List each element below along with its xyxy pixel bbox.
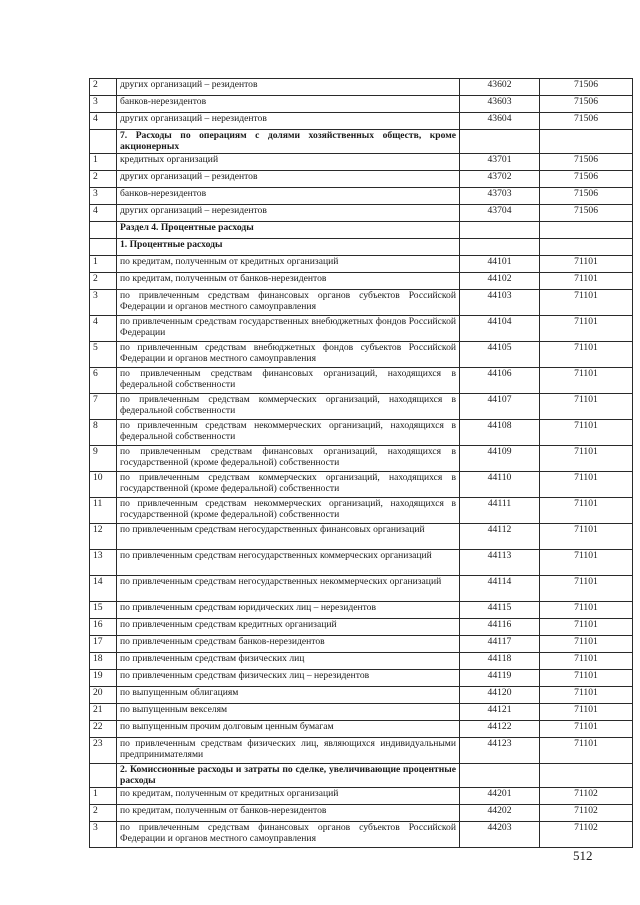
account-code: 44119 [460,670,540,687]
table-row [90,273,633,290]
symbol-code: 71101 [540,256,633,273]
account-code [460,764,540,788]
table-row [90,472,633,498]
row-description: по выпущенным прочим долговым ценным бумагам [117,721,460,738]
table-row [90,687,633,704]
symbol-code: 71101 [540,472,633,498]
table-row [90,822,633,848]
symbol-code: 71101 [540,342,633,368]
symbol-code [540,764,633,788]
row-number: 9 [90,446,117,472]
account-code: 44201 [460,788,540,805]
row-number: 18 [90,653,117,670]
account-code: 44103 [460,290,540,316]
row-description: по привлеченным средствам некоммерческих организаций, находящихся в федеральной собственности [117,420,460,446]
symbol-code: 71101 [540,576,633,602]
symbol-code: 71101 [540,290,633,316]
table-row [90,96,633,113]
account-code: 44115 [460,602,540,619]
table-row [90,290,633,316]
symbol-code: 71101 [540,721,633,738]
table-row [90,619,633,636]
symbol-code: 71506 [540,171,633,188]
table-row [90,256,633,273]
row-number: 6 [90,368,117,394]
row-description: других организаций – резидентов [117,171,460,188]
account-code: 43702 [460,171,540,188]
section-header-row [90,222,633,239]
symbol-code: 71101 [540,368,633,394]
symbol-code: 71101 [540,273,633,290]
account-code: 44113 [460,550,540,576]
row-description: кредитных организаций [117,154,460,171]
table-row [90,576,633,602]
row-number: 3 [90,188,117,205]
row-number: 13 [90,550,117,576]
row-description: по привлеченным средствам коммерческих организаций, находящихся в федеральной собственности [117,394,460,420]
symbol-code: 71102 [540,822,633,848]
symbol-code: 71101 [540,687,633,704]
symbol-code: 71101 [540,636,633,653]
symbol-code: 71102 [540,788,633,805]
row-description: по привлеченным средствам негосударственных финансовых организаций [117,524,460,550]
row-description: других организаций – нерезидентов [117,205,460,222]
table-row [90,550,633,576]
table-row [90,721,633,738]
account-code: 44120 [460,687,540,704]
account-code: 44123 [460,738,540,764]
symbol-code: 71506 [540,205,633,222]
account-code [460,239,540,256]
symbol-code: 71101 [540,738,633,764]
row-description: по привлеченным средствам юридических лиц – нерезидентов [117,602,460,619]
row-number: 2 [90,805,117,822]
account-code: 44117 [460,636,540,653]
account-code [460,130,540,154]
symbol-code [540,222,633,239]
symbol-code: 71506 [540,96,633,113]
symbol-code: 71101 [540,498,633,524]
row-number [90,222,117,239]
account-code: 44109 [460,446,540,472]
symbol-code: 71101 [540,653,633,670]
table-row [90,704,633,721]
row-description: по привлеченным средствам кредитных организаций [117,619,460,636]
table-row [90,205,633,222]
symbol-code: 71506 [540,113,633,130]
symbol-code: 71506 [540,188,633,205]
symbol-code: 71101 [540,524,633,550]
row-description: 1. Процентные расходы [117,239,460,256]
symbol-code: 71506 [540,154,633,171]
row-description: по кредитам, полученным от кредитных организаций [117,788,460,805]
row-number: 3 [90,290,117,316]
row-number [90,239,117,256]
row-number: 14 [90,576,117,602]
row-number: 10 [90,472,117,498]
row-description: по выпущенным облигациям [117,687,460,704]
symbol-code: 71101 [540,394,633,420]
row-number: 1 [90,154,117,171]
row-description: по привлеченным средствам финансовых органов субъектов Российской Федерации и органов местного самоуправления [117,290,460,316]
table-row [90,113,633,130]
row-number: 3 [90,96,117,113]
account-code: 44122 [460,721,540,738]
symbol-code [540,130,633,154]
table-row [90,805,633,822]
row-description: по привлеченным средствам финансовых организаций, находящихся в федеральной собственности [117,368,460,394]
row-number: 3 [90,822,117,848]
row-number: 21 [90,704,117,721]
account-code: 44111 [460,498,540,524]
table-row [90,636,633,653]
row-number: 8 [90,420,117,446]
row-number: 5 [90,342,117,368]
row-description: других организаций – нерезидентов [117,113,460,130]
row-number: 4 [90,113,117,130]
symbol-code: 71101 [540,316,633,342]
account-code: 43701 [460,154,540,171]
row-number: 2 [90,171,117,188]
row-number: 16 [90,619,117,636]
page-number: 512 [573,848,593,863]
row-number: 2 [90,79,117,96]
symbol-code: 71506 [540,79,633,96]
account-code [460,222,540,239]
row-number: 22 [90,721,117,738]
table-row [90,79,633,96]
row-number [90,764,117,788]
row-description: по привлеченным средствам финансовых органов субъектов Российской Федерации и органов местного самоуправления [117,822,460,848]
row-number: 23 [90,738,117,764]
table-row [90,788,633,805]
table-row [90,420,633,446]
account-code: 43604 [460,113,540,130]
table-row [90,670,633,687]
row-description: по кредитам, полученным от кредитных организаций [117,256,460,273]
row-number: 1 [90,788,117,805]
account-code: 44106 [460,368,540,394]
symbol-code: 71101 [540,602,633,619]
row-description: по привлеченным средствам негосударственных коммерческих организаций [117,550,460,576]
account-code: 44108 [460,420,540,446]
row-number [90,130,117,154]
account-code: 44102 [460,273,540,290]
row-number: 7 [90,394,117,420]
accounts-table-body [90,79,633,848]
row-description: по привлеченным средствам физических лиц [117,653,460,670]
symbol-code: 71101 [540,446,633,472]
table-row [90,602,633,619]
row-number: 12 [90,524,117,550]
row-number: 11 [90,498,117,524]
symbol-code: 71101 [540,670,633,687]
account-code: 44105 [460,342,540,368]
row-description: по привлеченным средствам финансовых организаций, находящихся в государственной (кроме федеральной) собственности [117,446,460,472]
table-row [90,342,633,368]
account-code: 44118 [460,653,540,670]
account-code: 44202 [460,805,540,822]
row-description: по привлеченным средствам физических лиц – нерезидентов [117,670,460,687]
row-number: 19 [90,670,117,687]
account-code: 43602 [460,79,540,96]
account-code: 44110 [460,472,540,498]
table-row [90,498,633,524]
row-description: по привлеченным средствам физических лиц, являющихся индивидуальными предпринимателями [117,738,460,764]
row-number: 4 [90,316,117,342]
symbol-code: 71101 [540,619,633,636]
row-description: по привлеченным средствам коммерческих организаций, находящихся в государственной (кроме федеральной) собственности [117,472,460,498]
table-row [90,394,633,420]
row-description: по привлеченным средствам некоммерческих организаций, находящихся в государственной (кроме федеральной) собственности [117,498,460,524]
table-row [90,446,633,472]
row-description: 2. Комиссионные расходы и затраты по сделке, увеличивающие процентные расходы [117,764,460,788]
table-row [90,154,633,171]
row-description: 7. Расходы по операциям с долями хозяйственных обществ, кроме акционерных [117,130,460,154]
row-number: 1 [90,256,117,273]
account-code: 44104 [460,316,540,342]
table-row [90,524,633,550]
row-description: Раздел 4. Процентные расходы [117,222,460,239]
row-description: банков-нерезидентов [117,188,460,205]
account-code: 43704 [460,205,540,222]
account-code: 44112 [460,524,540,550]
symbol-code: 71101 [540,420,633,446]
row-description: по привлеченным средствам внебюджетных фондов субъектов Российской Федерации и органов местного самоуправления [117,342,460,368]
symbol-code: 71102 [540,805,633,822]
symbol-code [540,239,633,256]
row-description: по привлеченным средствам негосударственных некоммерческих организаций [117,576,460,602]
account-code: 43703 [460,188,540,205]
row-description: других организаций – резидентов [117,79,460,96]
row-number: 17 [90,636,117,653]
table-row [90,171,633,188]
table-row [90,368,633,394]
row-number: 2 [90,273,117,290]
section-header-row [90,239,633,256]
account-code: 44114 [460,576,540,602]
account-code: 44107 [460,394,540,420]
row-number: 15 [90,602,117,619]
table-row [90,653,633,670]
table-row [90,738,633,764]
account-code: 44121 [460,704,540,721]
section-header-row [90,130,633,154]
symbol-code: 71101 [540,704,633,721]
row-description: по кредитам, полученным от банков-нерезидентов [117,805,460,822]
row-number: 20 [90,687,117,704]
row-number: 4 [90,205,117,222]
row-description: по выпущенным векселям [117,704,460,721]
account-code: 44116 [460,619,540,636]
table-row [90,188,633,205]
row-description: по привлеченным средствам банков-нерезидентов [117,636,460,653]
symbol-code: 71101 [540,550,633,576]
section-header-row [90,764,633,788]
account-code: 44203 [460,822,540,848]
account-code: 44101 [460,256,540,273]
accounts-table [89,78,633,848]
row-description: по привлеченным средствам государственных внебюджетных фондов Российской Федерации [117,316,460,342]
row-description: по кредитам, полученным от банков-нерезидентов [117,273,460,290]
account-code: 43603 [460,96,540,113]
table-row [90,316,633,342]
row-description: банков-нерезидентов [117,96,460,113]
